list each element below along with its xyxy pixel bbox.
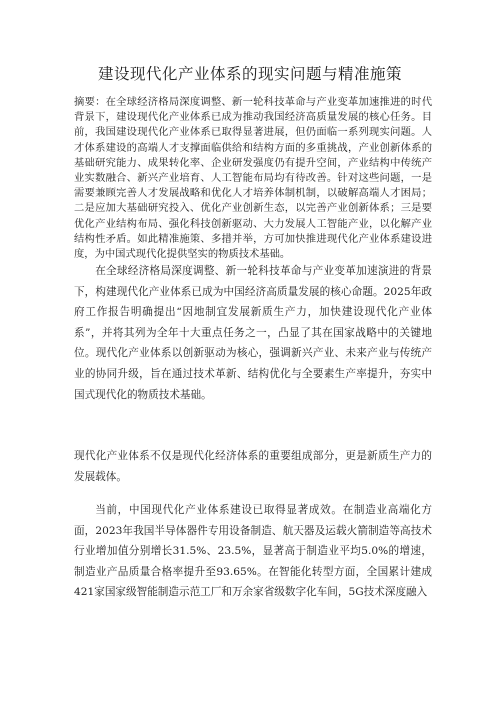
body-paragraph-2: 现代化产业体系不仅是现代化经济体系的重要组成部分，更是新质生产力的发展载体。	[74, 450, 432, 483]
body-paragraph-1: 在全球经济格局深度调整、新一轮科技革命与产业变革加速演进的背景下，构建现代化产业体系已成为中国经济高质量发展的核心命题。2025年政府工作报告明确提出“因地制宜发展新质生产力，加快建设现代化产业体系”，并将其列为全年十大重点任务之一，凸显了其在国家战略中的关键地位。现代化产业体系以创新驱动为核心，强调新兴产业、未来产业与传统产业的协同升级，旨在通过技术革新、结构优化与全要素生产率提升，夯实中国式现代化的物质技术基础。	[74, 265, 432, 401]
body-paragraph-3: 当前，中国现代化产业体系建设已取得显著成效。在制造业高端化方面，2023年我国半导体器件专用设备制造、航天器及运载火箭制造等高技术行业增加值分别增长31.5%、23.5%，显著高于制造业平均5.0%的增速，制造业产品质量合格率提升至93.65%。在智能化转型方面，全国累计建成421家国家级智能制造示范工厂和万余家省级数字化车间，5G技术深度融入	[74, 504, 432, 599]
abstract: 摘要：在全球经济格局深度调整、新一轮科技革命与产业变革加速推进的时代背景下，建设现代化产业体系已成为推动我国经济高质量发展的核心任务。目前，我国建设现代化产业体系已取得显著进展，但仍面临一系列现实问题。人才体系建设的高端人才支撑面临供给和结构方面的多重挑战，产业创新体系的基础研究能力、成果转化率、企业研发强度仍有提升空间，产业结构中传统产业实数融合、新兴产业培育、人工智能布局均有待改善。针对这些问题，一是需要兼顾完善人才发展战略和优化人才培养体制机制，以破解高端人才困局；二是应加大基础研究投入、优化产业创新生态，以完善产业创新体系；三是要优化产业结构布局、强化科技创新驱动、大力发展人工智能产业，以化解产业结构性矛盾。如此精准施策、多措并举，方可加快推进现代化产业体系建设进度，为中国式现代化提供坚实的物质技术基础。	[74, 96, 432, 261]
document-title: 建设现代化产业体系的现实问题与精准施策	[97, 65, 402, 83]
